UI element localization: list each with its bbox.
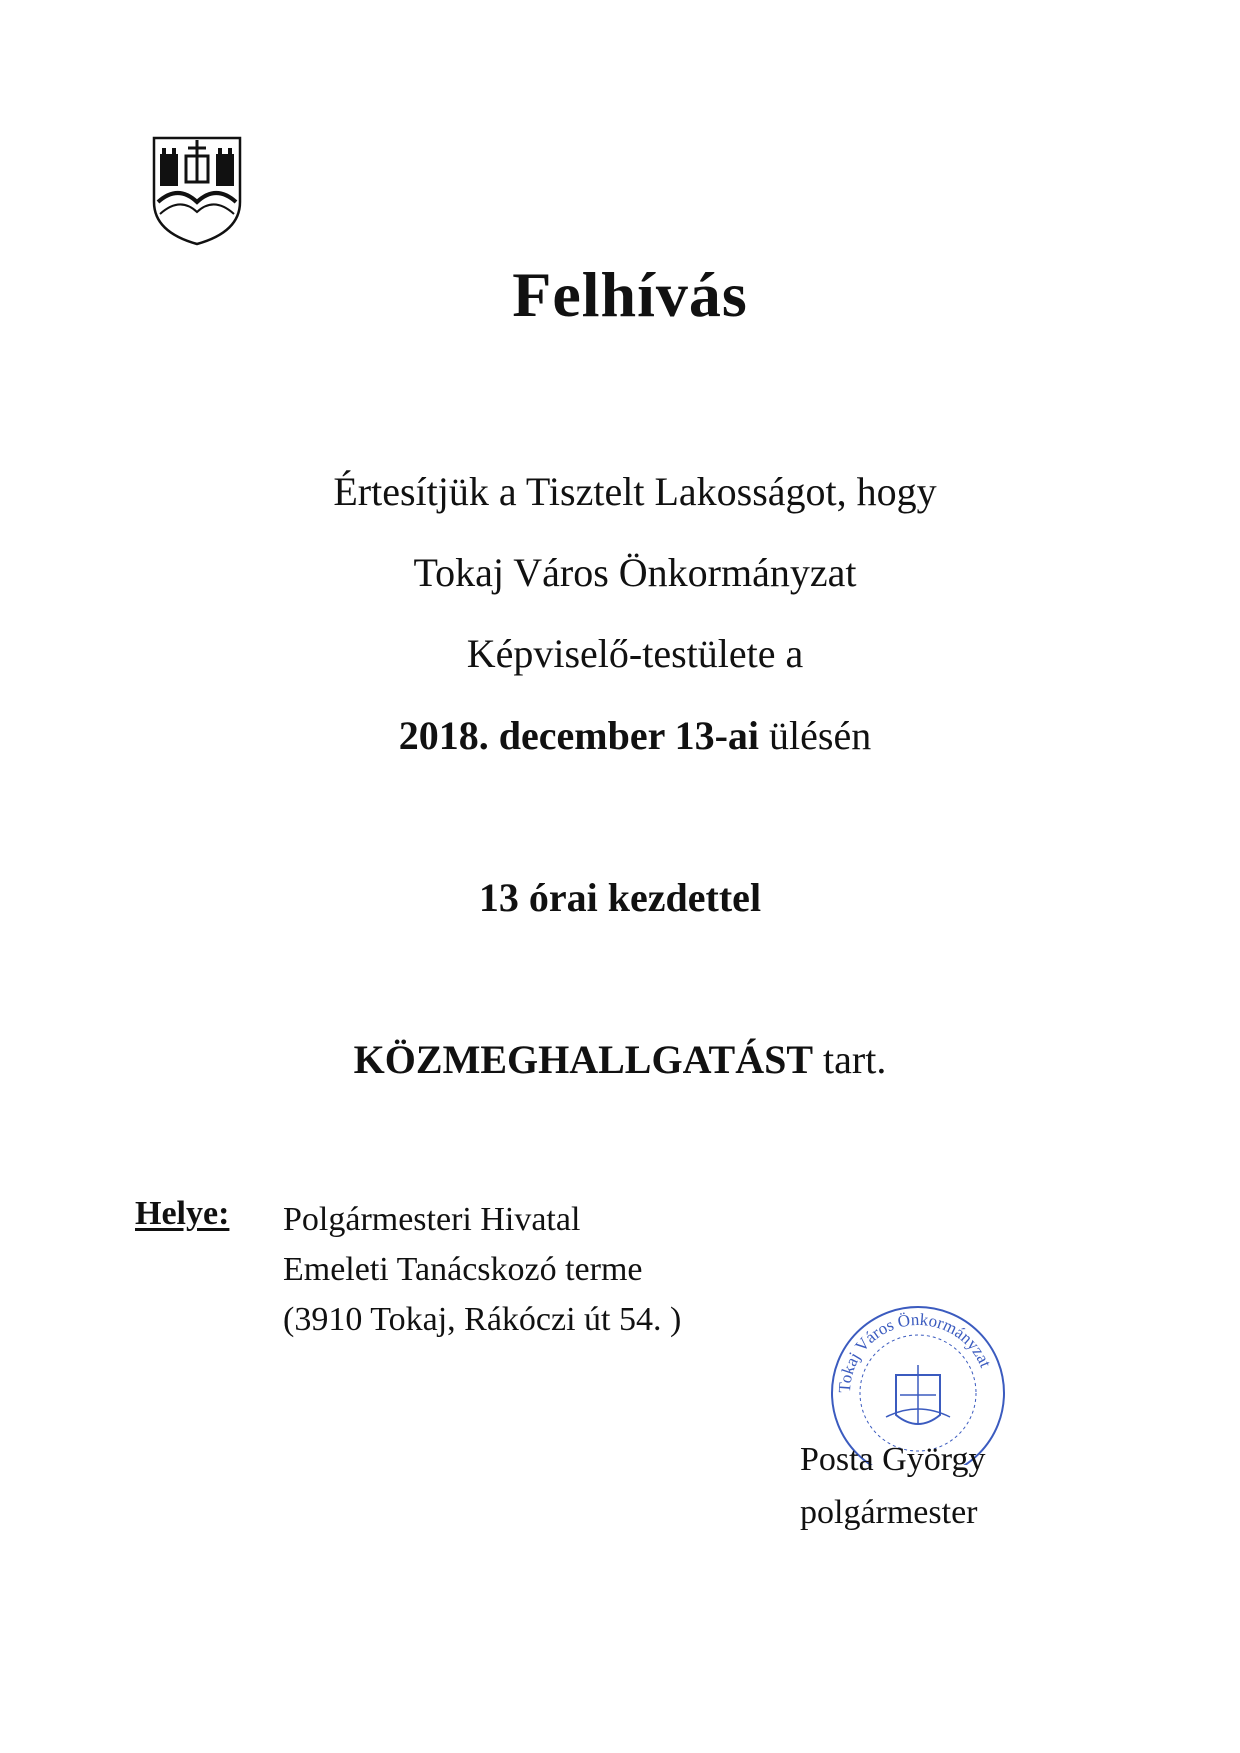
stamp-text: Tokaj Város Önkormányzat xyxy=(834,1309,996,1394)
address-line-2: Emeleti Tanácskozó terme xyxy=(283,1251,643,1288)
location-label: Helye: xyxy=(135,1195,230,1232)
public-hearing-suffix: tart. xyxy=(813,1037,887,1082)
meeting-date-suffix: ülésén xyxy=(759,713,872,758)
coat-of-arms-icon xyxy=(150,132,244,246)
body-line-1: Értesítjük a Tisztelt Lakosságot, hogy xyxy=(333,469,937,514)
public-hearing-line xyxy=(0,1036,1240,1083)
public-hearing-word: KÖZMEGHALLGATÁST xyxy=(353,1037,814,1082)
signer-name: Posta György xyxy=(800,1441,986,1478)
meeting-date: 2018. december 13-ai xyxy=(398,713,760,758)
signer-role: polgármester xyxy=(800,1494,978,1531)
body-line-2: Tokaj Város Önkormányzat xyxy=(413,550,857,595)
document-title: Felhívás xyxy=(512,259,748,330)
location-address xyxy=(283,1195,681,1345)
signature-block xyxy=(800,1433,985,1539)
start-time-line: 13 órai kezdettel xyxy=(478,875,762,920)
body-line-3: Képviselő-testülete a xyxy=(466,631,804,676)
meeting-date-line xyxy=(0,712,1240,759)
address-line-3: (3910 Tokaj, Rákóczi út 54. ) xyxy=(283,1301,682,1338)
address-line-1: Polgármesteri Hivatal xyxy=(283,1201,581,1238)
